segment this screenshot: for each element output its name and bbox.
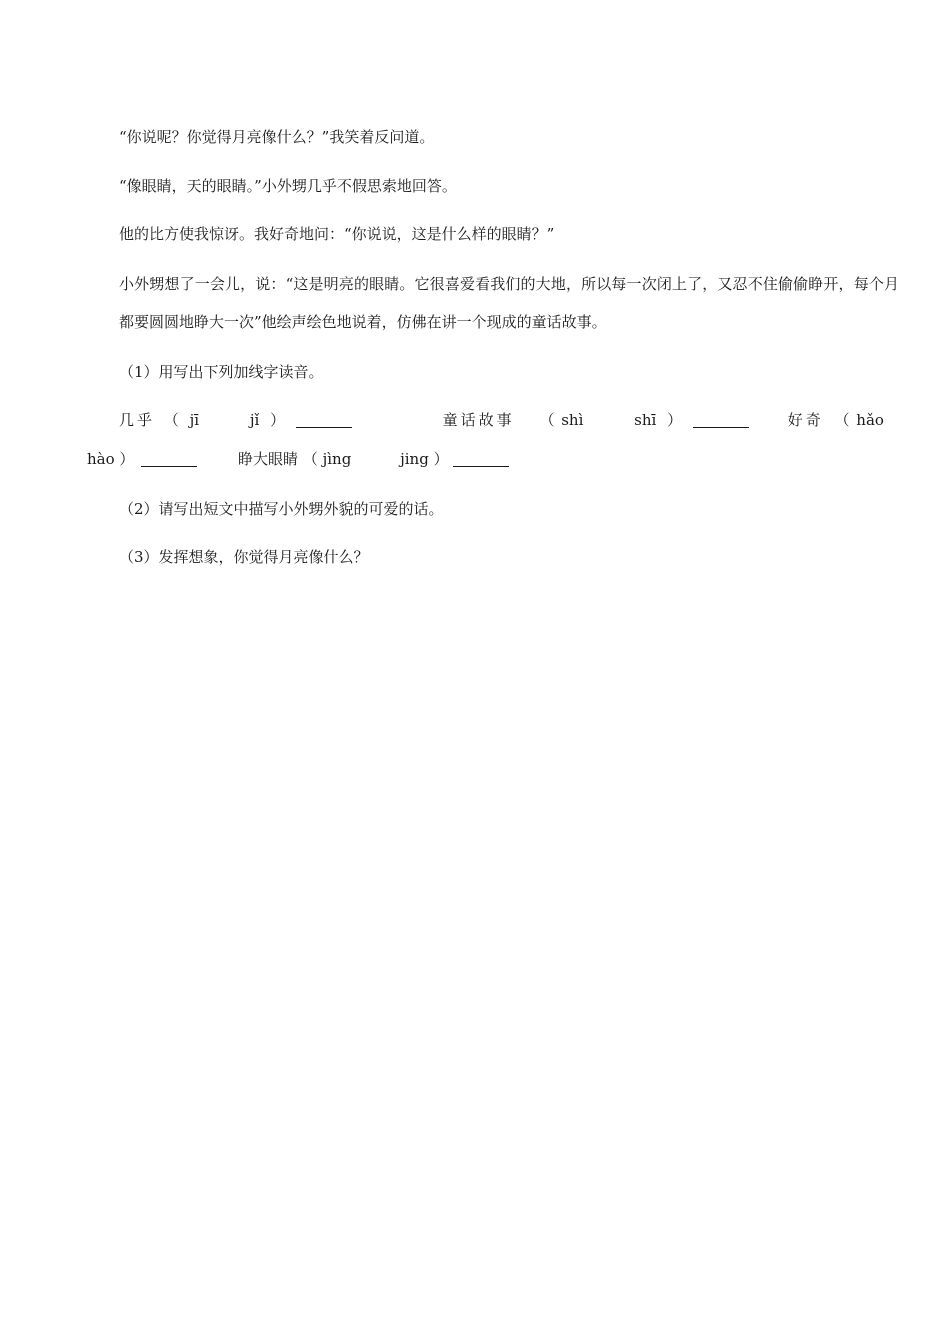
pinyin-word-3: 好奇: [787, 411, 824, 429]
question-1-prompt: （1）用写出下列加线字读音。: [119, 363, 324, 381]
passage-paragraph-3: 他的比方使我惊讶。我好奇地问：“你说说，这是什么样的眼睛？”: [119, 225, 555, 243]
pinyin-row-2: [87, 449, 509, 469]
pinyin-option-1a: jī: [189, 411, 200, 429]
pinyin-option-1b: jǐ: [249, 411, 260, 429]
passage-paragraph-2: “像眼睛，天的眼睛。”小外甥几乎不假思索地回答。: [119, 177, 457, 195]
passage-paragraph-4: 小外甥想了一会儿，说：“这是明亮的眼睛。它很喜爱看我们的大地，所以每一次闭上了，又忍不住偷偷睁开，每个月都要圆圆地睁大一次”他绘声绘色地说着，仿佛在讲一个现成的童话故事。: [119, 275, 899, 331]
answer-blank-4[interactable]: [453, 450, 509, 467]
answer-blank-3[interactable]: [141, 450, 197, 467]
question-2-prompt: （2）请写出短文中描写小外甥外貌的可爱的话。: [119, 500, 444, 518]
pinyin-close-paren-4: ）: [433, 450, 449, 468]
pinyin-close-paren-2: ）: [667, 411, 683, 429]
pinyin-word-1: 几乎: [119, 411, 156, 429]
pinyin-word-2: 童话故事: [442, 411, 515, 429]
pinyin-option-2b: shī: [634, 411, 657, 429]
pinyin-close-paren-3: ）: [119, 450, 135, 468]
pinyin-word-4: 睁大眼睛: [238, 450, 299, 468]
pinyin-row-1: [87, 410, 884, 430]
pinyin-close-paren-1: ）: [270, 411, 286, 429]
pinyin-option-4b: jing: [400, 450, 429, 468]
pinyin-open-paren-2: （: [539, 411, 555, 429]
pinyin-open-paren-4: （: [302, 450, 318, 468]
pinyin-option-3a: hǎo: [856, 411, 884, 429]
answer-blank-1[interactable]: [296, 411, 352, 428]
passage-paragraph-1: “你说呢？你觉得月亮像什么？”我笑着反问道。: [119, 128, 435, 146]
pinyin-open-paren-3: （: [834, 411, 850, 429]
pinyin-option-2a: shì: [561, 411, 584, 429]
pinyin-option-3b: hào: [87, 450, 115, 468]
pinyin-open-paren-1: （: [163, 411, 179, 429]
answer-blank-2[interactable]: [693, 411, 749, 428]
question-3-prompt: （3）发挥想象，你觉得月亮像什么？: [119, 548, 369, 566]
pinyin-option-4a: jìng: [322, 450, 352, 468]
